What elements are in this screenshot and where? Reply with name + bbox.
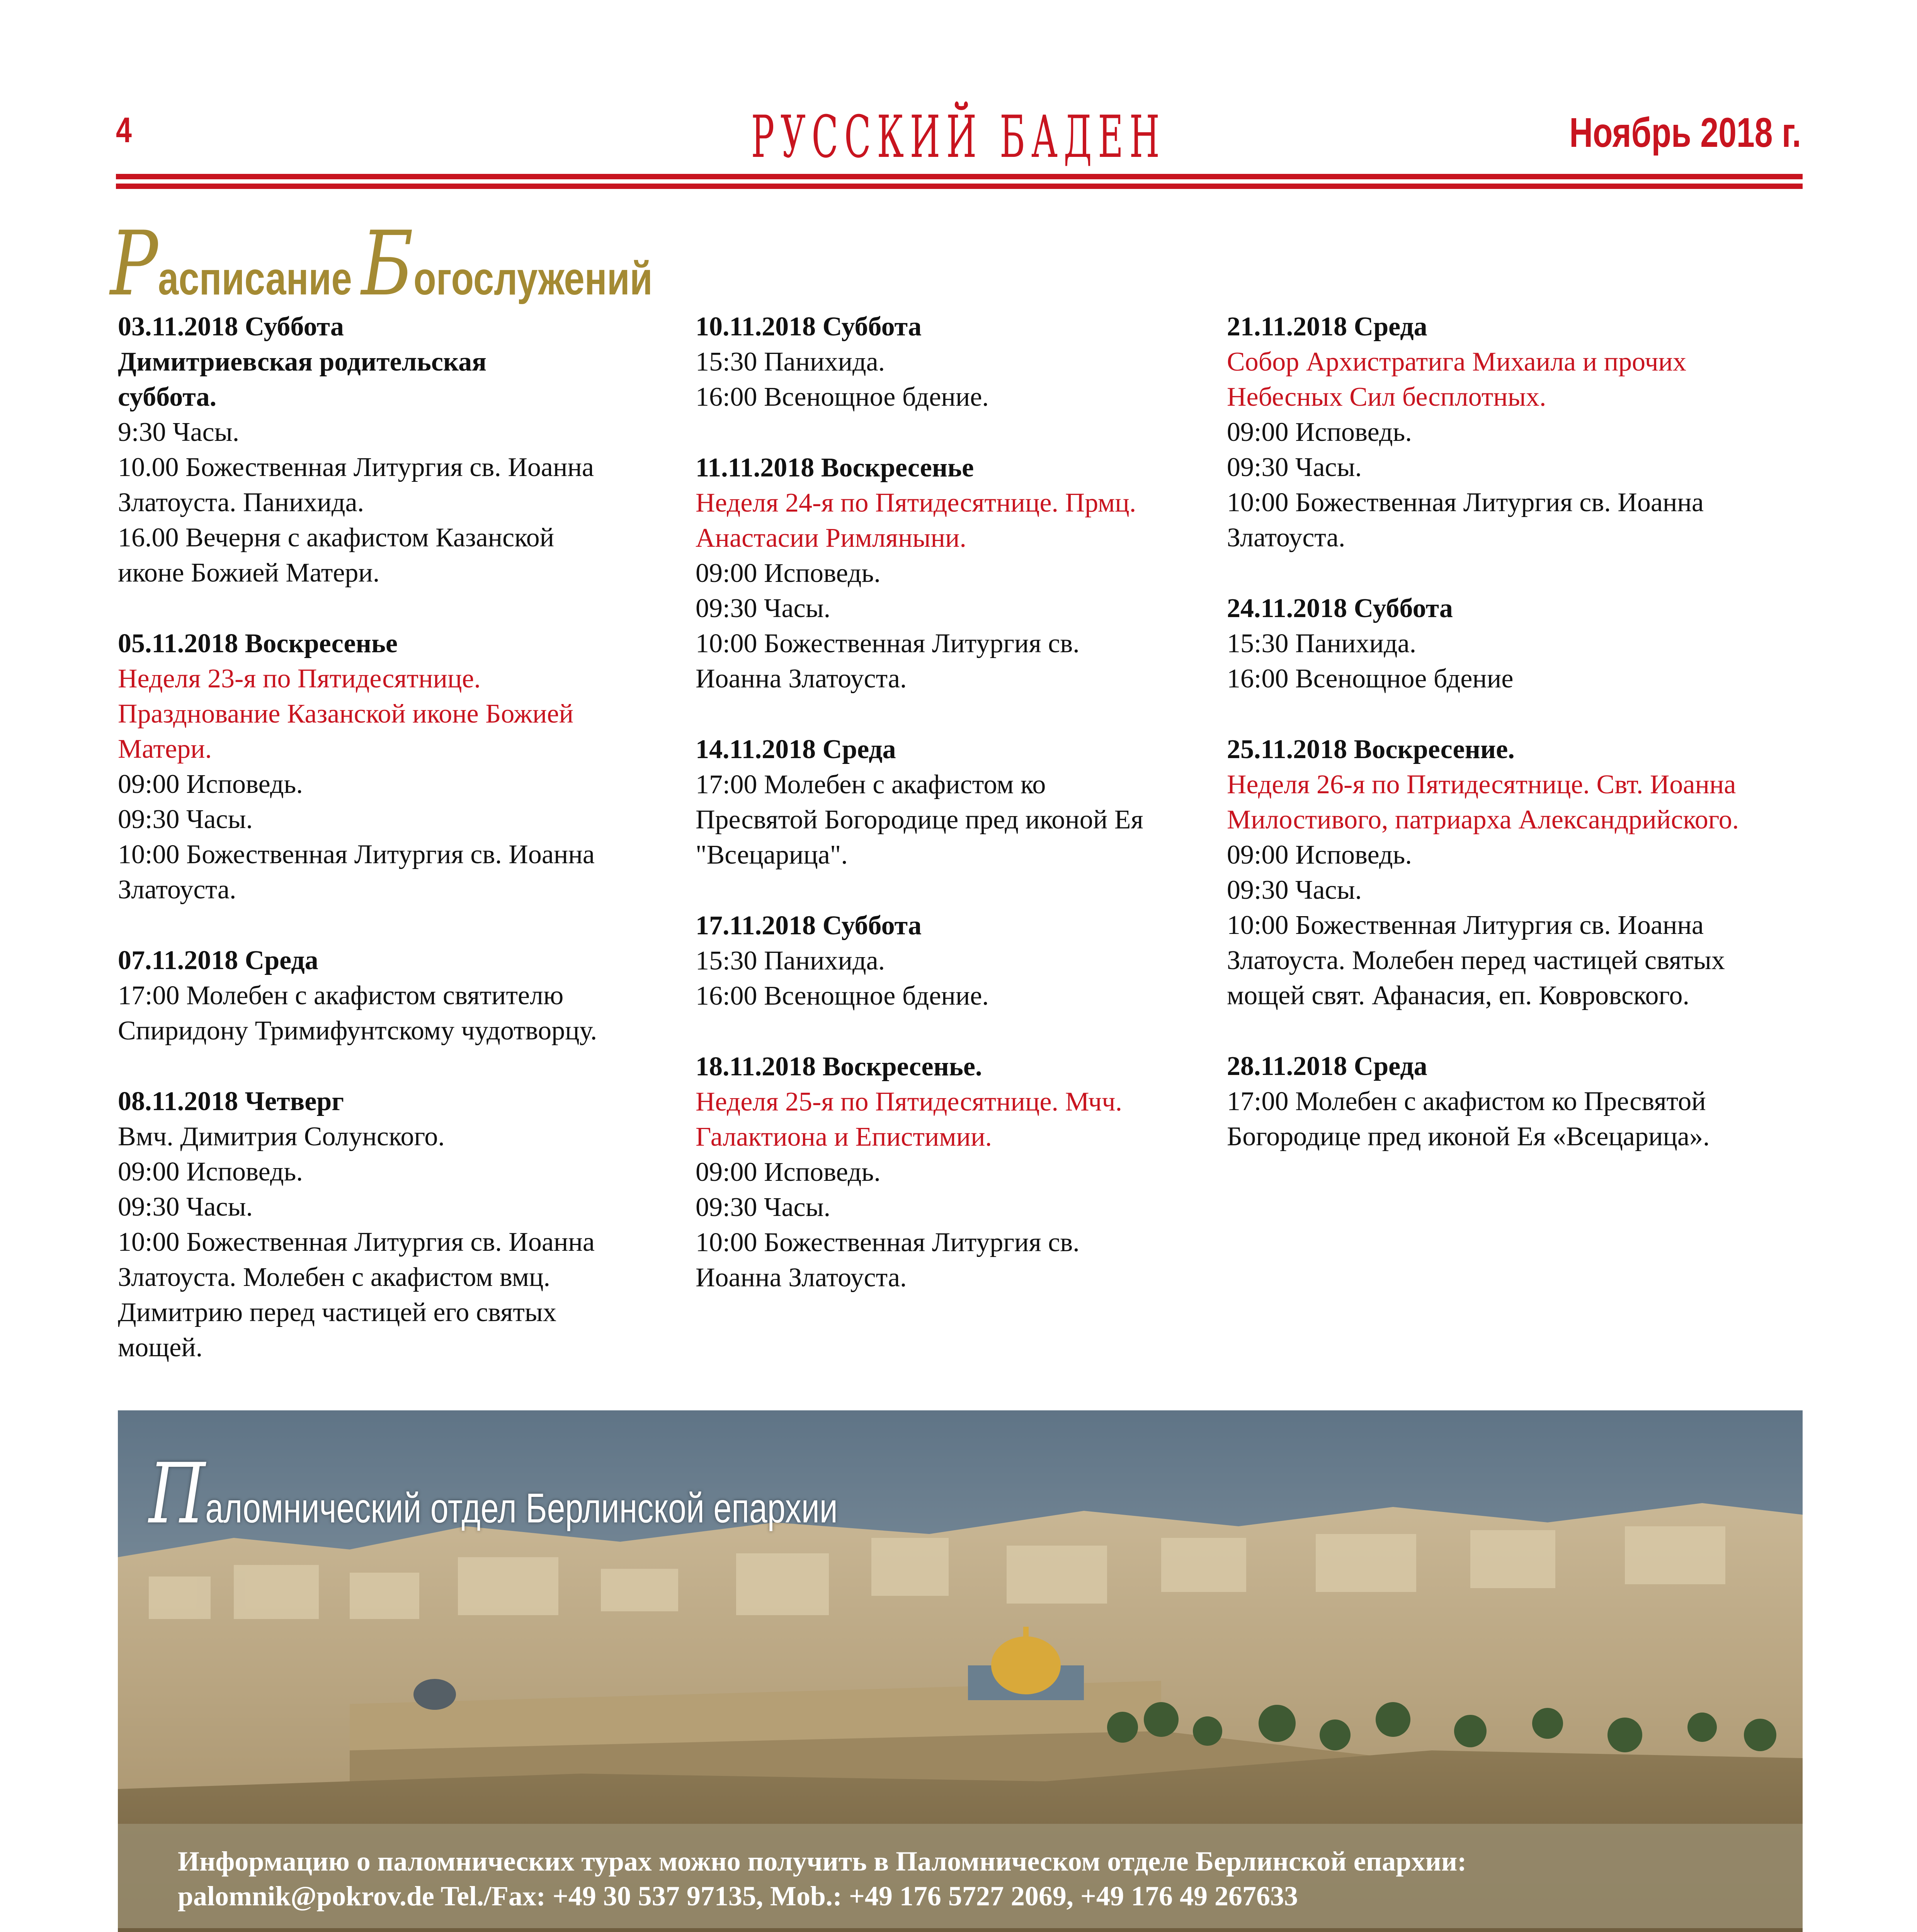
schedule-column-3 (1227, 309, 1791, 1190)
schedule-entry (118, 626, 682, 907)
feast-name: Неделя 24-я по Пятидесятнице. Прмц. (696, 488, 1136, 518)
service-line: Димитрию перед частицей его святых (118, 1298, 556, 1327)
service-date: 21.11.2018 Среда (1227, 312, 1427, 342)
service-line: 09:00 Исповедь. (118, 769, 303, 799)
service-line: 9:30 Часы. (118, 417, 240, 447)
schedule-entry (118, 1084, 682, 1365)
service-date: 03.11.2018 Суббота (118, 312, 344, 342)
schedule-entry (118, 943, 682, 1048)
section-title-word-2: огослужений (413, 253, 653, 304)
service-line: 17:00 Молебен с акафистом ко Пресвятой (1227, 1087, 1706, 1116)
service-date: 25.11.2018 Воскресение. (1227, 735, 1515, 764)
section-title-initial-2: Б (361, 213, 414, 316)
feast-name: Неделя 23-я по Пятидесятнице. (118, 664, 481, 694)
service-line: Златоуста. Молебен перед частицей святых (1227, 946, 1725, 975)
feast-name: Димитриевская родительская (118, 347, 487, 377)
service-date: 10.11.2018 Суббота (696, 312, 922, 342)
service-line: 10.00 Божественная Литургия св. Иоанна (118, 452, 594, 482)
service-line: Златоуста. Молебен с акафистом вмц. (118, 1262, 551, 1292)
service-line: 09:30 Часы. (696, 1192, 831, 1222)
schedule-entry (696, 1049, 1260, 1295)
service-line: 10:00 Божественная Литургия св. (696, 1228, 1080, 1257)
service-line: 17:00 Молебен с акафистом ко (696, 770, 1046, 799)
service-line: 09:00 Исповедь. (118, 1157, 303, 1187)
service-line: 09:30 Часы. (118, 1192, 253, 1222)
service-line: 09:30 Часы. (1227, 452, 1362, 482)
service-line: Иоанна Златоуста. (696, 664, 907, 694)
service-line: мощей свят. Афанасия, еп. Ковровского. (1227, 981, 1689, 1010)
schedule-entry (696, 450, 1260, 696)
service-line: 10:00 Божественная Литургия св. Иоанна (118, 1227, 595, 1257)
service-date: 11.11.2018 Воскресенье (696, 453, 974, 483)
service-line: "Всецарица". (696, 840, 848, 870)
banner-contacts[interactable]: palomnik@pokrov.de Tel./Fax: +49 30 537 97135, Mob.: +49 176 5727 2069, +49 176 49 267633 (178, 1881, 1298, 1912)
service-line: 09:00 Исповедь. (1227, 417, 1412, 447)
service-line: мощей. (118, 1333, 203, 1362)
schedule-column-1 (118, 309, 682, 1401)
service-date: 05.11.2018 Воскресенье (118, 629, 398, 658)
schedule-column-2 (696, 309, 1260, 1331)
service-line: 10:00 Божественная Литургия св. (696, 629, 1080, 658)
service-line: 15:30 Панихида. (696, 946, 885, 976)
service-line: 09:00 Исповедь. (696, 558, 881, 588)
service-line: 15:30 Панихида. (1227, 629, 1417, 658)
service-date: 28.11.2018 Среда (1227, 1051, 1427, 1081)
service-line: Пресвятой Богородице пред иконой Ея (696, 805, 1143, 835)
service-line: 10:00 Божественная Литургия св. Иоанна (118, 840, 595, 869)
schedule-entry (1227, 309, 1791, 555)
schedule-entry (696, 309, 1260, 415)
feast-name: Милостивого, патриарха Александрийского. (1227, 805, 1739, 835)
banner-title (149, 1445, 838, 1542)
service-line: Златоуста. (1227, 523, 1345, 553)
feast-name: Неделя 26-я по Пятидесятнице. Свт. Иоанна (1227, 770, 1736, 799)
banner-title-text: аломнический отдел Берлинской епархии (205, 1485, 838, 1531)
schedule-entry (118, 309, 682, 590)
service-line: 10:00 Божественная Литургия св. Иоанна (1227, 910, 1704, 940)
section-title (110, 213, 653, 316)
banner-info-box (118, 1824, 1803, 1928)
service-line: 09:30 Часы. (1227, 875, 1362, 905)
service-line: 16:00 Всенощное бдение. (696, 981, 989, 1011)
service-line: Вмч. Димитрия Солунского. (118, 1122, 445, 1151)
service-date: 07.11.2018 Среда (118, 946, 318, 975)
service-date: 18.11.2018 Воскресенье. (696, 1052, 982, 1082)
service-line: Иоанна Златоуста. (696, 1263, 907, 1293)
service-line: 16:00 Всенощное бдение (1227, 664, 1514, 694)
section-title-word-1: асписание (158, 253, 352, 304)
schedule-entry (1227, 1049, 1791, 1154)
logo-text: РУССКИЙ БАДЕН (751, 104, 1166, 171)
service-line: 15:30 Панихида. (696, 347, 885, 377)
banner-title-initial: П (149, 1445, 206, 1542)
schedule-entry (1227, 732, 1791, 1013)
service-date: 17.11.2018 Суббота (696, 911, 922, 940)
pilgrimage-banner (118, 1410, 1803, 1932)
service-line: 09:00 Исповедь. (1227, 840, 1412, 870)
service-line: 16.00 Вечерня с акафистом Казанской (118, 523, 555, 553)
section-title-initial-1: Р (110, 213, 158, 316)
feast-name: Галактиона и Епистимии. (696, 1122, 992, 1152)
feast-name: Собор Архистратига Михаила и прочих (1227, 347, 1687, 377)
service-line: Спиридону Тримифунтскому чудотворцу. (118, 1016, 597, 1046)
schedule-entry (696, 732, 1260, 872)
feast-name: суббота. (118, 382, 217, 412)
feast-name: Небесных Сил бесплотных. (1227, 382, 1546, 412)
service-line: 09:00 Исповедь. (696, 1157, 881, 1187)
schedule-entry (696, 908, 1260, 1014)
service-date: 08.11.2018 Четверг (118, 1087, 344, 1116)
service-date: 24.11.2018 Суббота (1227, 594, 1453, 623)
feast-name: Празднование Казанской иконе Божией (118, 699, 574, 729)
service-line: 17:00 Молебен с акафистом святителю (118, 981, 564, 1010)
service-line: 10:00 Божественная Литургия св. Иоанна (1227, 488, 1704, 517)
service-line: 09:30 Часы. (118, 804, 253, 834)
service-line: 09:30 Часы. (696, 594, 831, 623)
service-line: Богородице пред иконой Ея «Всецарица». (1227, 1122, 1710, 1151)
schedule-entry (1227, 591, 1791, 696)
service-line: иконе Божией Матери. (118, 558, 380, 588)
header-rule-top (116, 174, 1803, 179)
header-rule-bottom (116, 184, 1803, 189)
feast-name: Матери. (118, 734, 212, 764)
feast-name: Неделя 25-я по Пятидесятнице. Мчч. (696, 1087, 1123, 1117)
service-line: 16:00 Всенощное бдение. (696, 382, 989, 412)
issue-date: Ноябрь 2018 г. (1569, 109, 1801, 156)
service-line: Златоуста. Панихида. (118, 488, 364, 517)
banner-info-line-1: Информацию о паломнических турах можно получить в Паломническом отделе Берлинской епархии: (178, 1846, 1467, 1877)
feast-name: Анастасии Римляныни. (696, 523, 966, 553)
page-number: 4 (116, 111, 132, 150)
service-line: Златоуста. (118, 875, 236, 905)
service-date: 14.11.2018 Среда (696, 735, 896, 764)
